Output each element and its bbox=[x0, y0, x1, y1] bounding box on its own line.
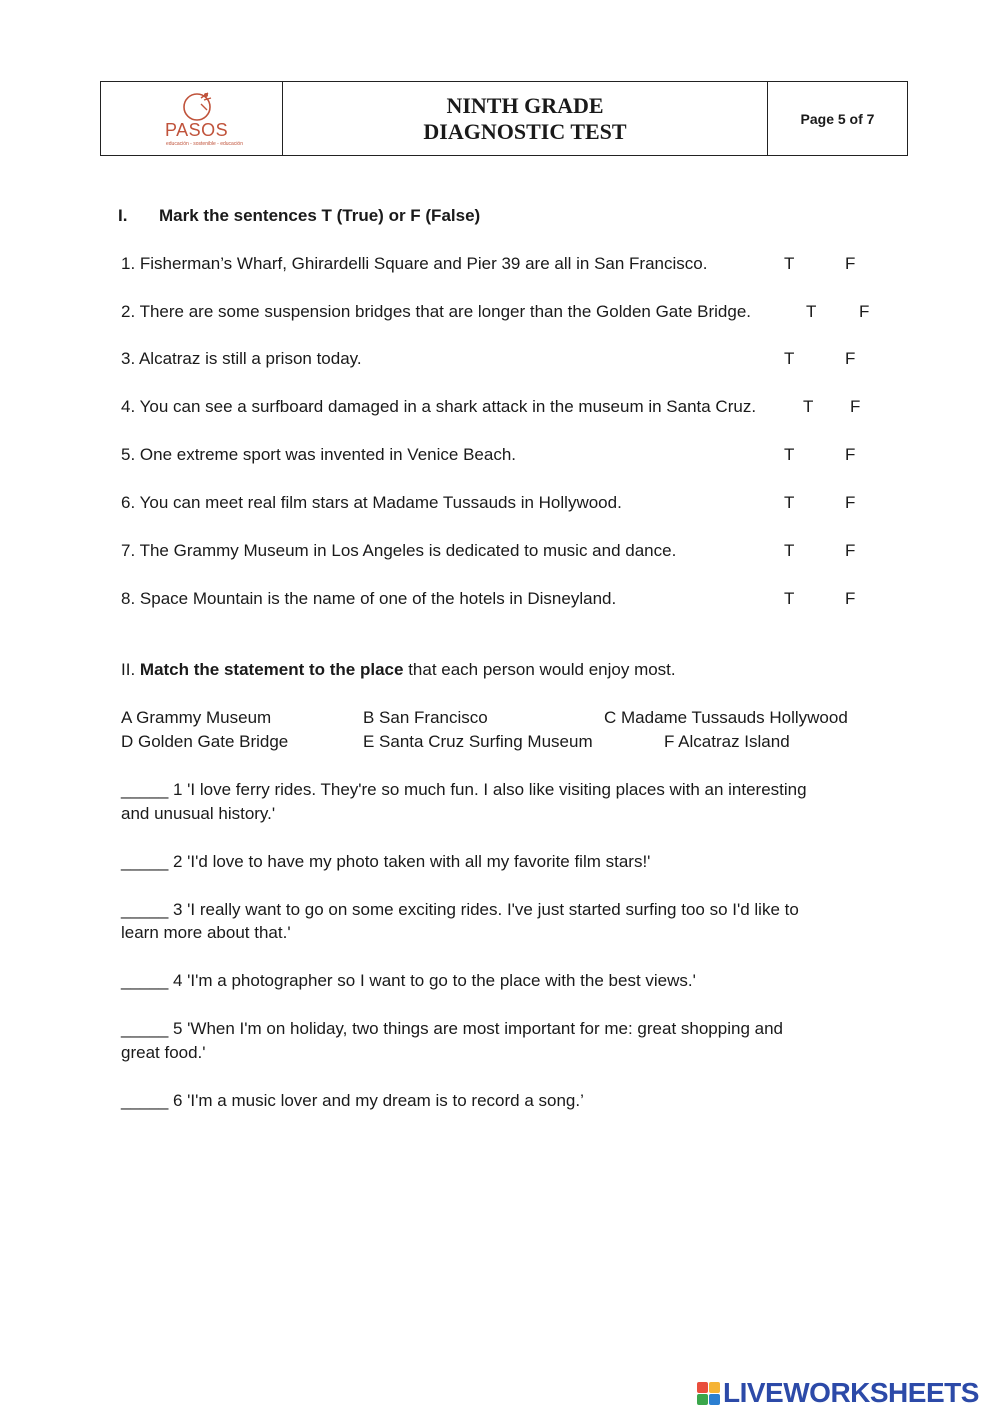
place-option-e: E Santa Cruz Surfing Museum bbox=[363, 732, 593, 751]
wm-square-1 bbox=[697, 1382, 708, 1393]
place-option-d: D Golden Gate Bridge bbox=[121, 732, 289, 751]
tf-true-option-7[interactable]: T bbox=[784, 541, 795, 560]
tf-statement-7: 7. The Grammy Museum in Los Angeles is dedicated to music and dance. bbox=[121, 541, 677, 560]
title-line-1: NINTH GRADE bbox=[446, 92, 604, 118]
tf-statement-6: 6. You can meet real film stars at Madame Tussauds in Hollywood. bbox=[121, 493, 622, 512]
match-statement-3-cont: learn more about that.' bbox=[121, 923, 291, 942]
wm-square-4 bbox=[709, 1394, 720, 1405]
liveworksheets-watermark bbox=[697, 1377, 979, 1409]
tf-statement-4: 4. You can see a surfboard damaged in a shark attack in the museum in Santa Cruz. bbox=[121, 397, 757, 416]
place-option-f: F Alcatraz Island bbox=[664, 732, 790, 751]
tf-false-option-7[interactable]: F bbox=[845, 541, 856, 560]
section1-heading: Mark the sentences T (True) or F (False) bbox=[159, 206, 481, 225]
tf-false-option-5[interactable]: F bbox=[845, 445, 856, 464]
tf-true-option-4[interactable]: T bbox=[803, 397, 814, 416]
section2-heading bbox=[121, 660, 676, 680]
tf-true-option-5[interactable]: T bbox=[784, 445, 795, 464]
section2-heading-rest: that each person would enjoy most. bbox=[403, 660, 676, 679]
tf-true-option-8[interactable]: T bbox=[784, 589, 795, 608]
logo-text: PASOS bbox=[165, 120, 229, 140]
match-statement-4[interactable]: _____ 4 'I'm a photographer so I want to go to the place with the best views.' bbox=[121, 971, 696, 990]
wm-square-2 bbox=[709, 1382, 720, 1393]
tf-statement-2: 2. There are some suspension bridges that are longer than the Golden Gate Bridge. bbox=[121, 302, 752, 321]
section2-numeral: II. bbox=[121, 660, 136, 679]
wm-square-3 bbox=[697, 1394, 708, 1405]
tf-true-option-3[interactable]: T bbox=[784, 349, 795, 368]
watermark-text: LIVEWORKSHEETS bbox=[723, 1377, 979, 1408]
place-option-a: A Grammy Museum bbox=[121, 708, 272, 727]
section1-numeral: I. bbox=[118, 206, 128, 225]
section2-heading-bold: Match the statement to the place bbox=[139, 660, 404, 679]
logo-subtext: educación - sostenible - educación bbox=[166, 141, 243, 147]
match-statement-3[interactable]: _____ 3 'I really want to go on some exciting rides. I've just started surfing too so I'd like to bbox=[121, 900, 799, 919]
tf-statement-3: 3. Alcatraz is still a prison today. bbox=[121, 349, 362, 368]
place-option-c: C Madame Tussauds Hollywood bbox=[604, 708, 848, 727]
tf-false-option-4[interactable]: F bbox=[850, 397, 861, 416]
title-line-2: DIAGNOSTIC TEST bbox=[423, 118, 627, 144]
match-statement-5[interactable]: _____ 5 'When I'm on holiday, two things are most important for me: great shopping and bbox=[121, 1019, 783, 1038]
match-statement-2[interactable]: _____ 2 'I'd love to have my photo taken with all my favorite film stars!' bbox=[121, 852, 651, 871]
tf-statement-1: 1. Fisherman’s Wharf, Ghirardelli Square and Pier 39 are all in San Francisco. bbox=[121, 254, 708, 273]
tf-false-option-1[interactable]: F bbox=[845, 254, 856, 273]
place-option-b: B San Francisco bbox=[363, 708, 488, 727]
tf-statement-8: 8. Space Mountain is the name of one of the hotels in Disneyland. bbox=[121, 589, 617, 608]
tf-false-option-6[interactable]: F bbox=[845, 493, 856, 512]
tf-false-option-8[interactable]: F bbox=[845, 589, 856, 608]
match-statement-1-cont: and unusual history.' bbox=[121, 804, 276, 823]
tf-false-option-3[interactable]: F bbox=[845, 349, 856, 368]
match-statement-6[interactable]: _____ 6 'I'm a music lover and my dream is to record a song.’ bbox=[121, 1091, 584, 1110]
match-statement-1[interactable]: _____ 1 'I love ferry rides. They're so much fun. I also like visiting places with an interesting bbox=[121, 780, 807, 799]
logo-cell bbox=[101, 82, 283, 155]
tf-true-option-1[interactable]: T bbox=[784, 254, 795, 273]
tf-false-option-2[interactable]: F bbox=[859, 302, 870, 321]
document-header bbox=[100, 81, 908, 156]
pasos-logo-icon bbox=[161, 90, 221, 124]
page-number: Page 5 of 7 bbox=[800, 110, 875, 127]
document-title bbox=[283, 82, 768, 155]
match-statement-5-cont: great food.' bbox=[121, 1043, 206, 1062]
tf-statement-5: 5. One extreme sport was invented in Venice Beach. bbox=[121, 445, 517, 464]
tf-true-option-6[interactable]: T bbox=[784, 493, 795, 512]
tf-true-option-2[interactable]: T bbox=[806, 302, 817, 321]
liveworksheets-logo-icon bbox=[697, 1382, 720, 1405]
